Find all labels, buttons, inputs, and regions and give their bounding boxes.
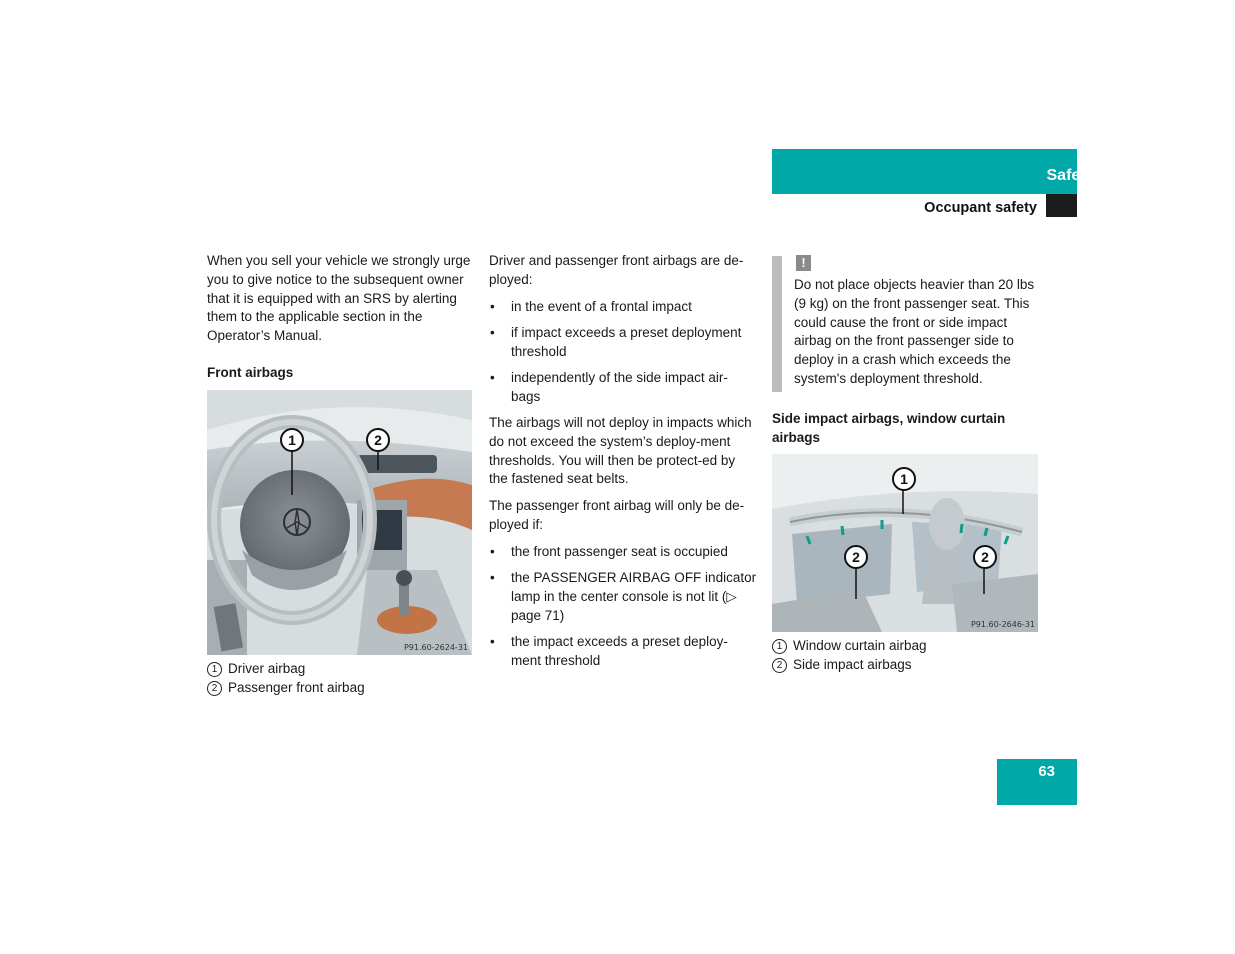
- deploy-list: [489, 298, 757, 407]
- legend-label: Window curtain airbag: [793, 638, 927, 654]
- callout-side-impact: 2: [973, 545, 997, 569]
- list-item: • the impact exceeds a preset deploy-ment threshold: [489, 633, 757, 671]
- list-item: • the front passenger seat is occupied: [489, 543, 757, 562]
- column-middle: [489, 252, 757, 678]
- legend-number: 1: [772, 639, 787, 654]
- subsection-title: Occupant safety: [924, 200, 1037, 216]
- header-marker: [1046, 194, 1077, 217]
- warning-text: Do not place objects heavier than 20 lbs (9 kg) on the front passenger seat. This could cause the front or side impact airbag on the front passenger side to deploy in a crash which exceeds the system's deployment threshold.: [794, 277, 1035, 386]
- figure-code: P91.60-2624-31: [403, 643, 468, 652]
- spacer: [489, 535, 757, 543]
- side-airbags-heading: Side impact airbags, window curtain airbags: [772, 411, 1006, 445]
- figure-side-airbags: [772, 454, 1038, 632]
- legend-label: Driver airbag: [228, 661, 306, 677]
- legend-item: [207, 679, 365, 698]
- front-airbags-heading: Front airbags: [207, 364, 294, 380]
- legend-item: [772, 637, 927, 656]
- callout-window-curtain: 1: [892, 467, 916, 491]
- page-number: 63: [1038, 763, 1055, 780]
- list-item: • independently of the side impact air-bags: [489, 369, 757, 407]
- section-title: Safety and Security: [1046, 167, 1195, 184]
- warning-icon: !: [796, 255, 811, 271]
- legend-label: Side impact airbags: [793, 657, 912, 673]
- legend-label: Passenger front airbag: [228, 680, 365, 696]
- list-item: • if impact exceeds a preset deployment threshold: [489, 324, 757, 362]
- list-item: • in the event of a frontal impact: [489, 298, 757, 317]
- no-deploy-paragraph: The airbags will not deploy in impacts which do not exceed the system’s deploy-ment thresholds. You will then be protect-ed by the fastened seat belts.: [489, 415, 752, 487]
- legend-number: 2: [772, 658, 787, 673]
- steering-wheel-illustration: [207, 390, 472, 655]
- callout-passenger-airbag: 2: [366, 428, 390, 452]
- passenger-intro: The passenger front airbag will only be de-ployed if:: [489, 498, 745, 533]
- legend-item: [772, 656, 927, 675]
- spacer: [489, 290, 757, 298]
- passenger-list: [489, 543, 757, 671]
- spacer: [489, 489, 757, 497]
- header-bar: [772, 149, 1077, 194]
- figure2-legend: [772, 637, 927, 675]
- intro-paragraph: When you sell your vehicle we strongly urge you to give notice to the subsequent owner that it is equipped with an SRS by alerting them to the applicable section in the Operator’s Manual.: [207, 253, 471, 344]
- figure1-legend: [207, 660, 365, 698]
- warning-bar: [772, 256, 782, 392]
- deploy-intro: Driver and passenger front airbags are de-ployed:: [489, 253, 744, 287]
- legend-item: [207, 660, 365, 679]
- list-item: • the PASSENGER AIRBAG OFF indicator lamp in the center console is not lit (▷ page 71): [489, 569, 757, 625]
- legend-number: 1: [207, 662, 222, 677]
- legend-number: 2: [207, 681, 222, 696]
- column-left: [207, 252, 472, 383]
- figure-front-airbags: [207, 390, 472, 655]
- callout-side-impact: 2: [844, 545, 868, 569]
- callout-driver-airbag: 1: [280, 428, 304, 452]
- figure-code: P91.60-2646-31: [970, 620, 1035, 629]
- side-airbags-section: [772, 410, 1040, 448]
